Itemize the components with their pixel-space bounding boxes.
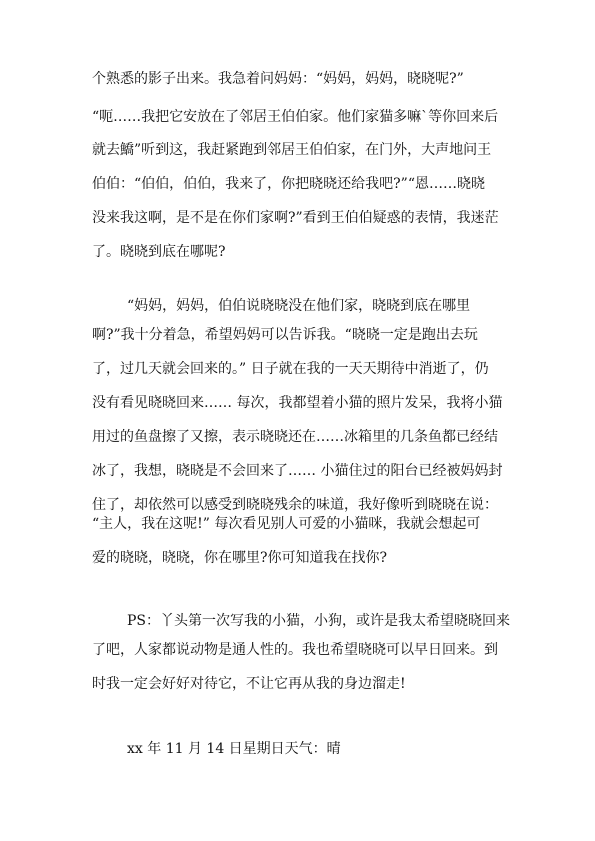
paragraph-3-line-1: PS：丫头第一次写我的小猫，小狗，或许是我太希望晓晓回来 xyxy=(127,613,511,629)
paragraph-2-line-7: 住了，却依然可以感受到晓晓残余的味道，我好像听到晓晓在说： xyxy=(92,497,498,513)
paragraph-3-line-2: 了吧，人家都说动物是通人性的。我也希望晓晓可以早日回来。到 xyxy=(92,642,498,658)
paragraph-2-line-9: 爱的晓晓，晓晓，你在哪里?你可知道我在找你? xyxy=(92,550,388,566)
paragraph-1-line-6: 了。晓晓到底在哪呢? xyxy=(92,244,226,260)
paragraph-1-line-4: 伯伯：“伯伯，伯伯，我来了，你把晓晓还给我吧?”“恩……晓晓 xyxy=(92,176,485,192)
paragraph-2-line-8: “主人，我在这呢!” 每次看见别人可爱的小猫咪，我就会想起可 xyxy=(92,516,481,532)
paragraph-2-line-3: 了，过几天就会回来的。” 日子就在我的一天天期待中消逝了，仍 xyxy=(92,361,489,377)
paragraph-1-line-2: “呃……我把它安放在了邻居王伯伯家。他们家猫多嘛`等你回来后 xyxy=(92,109,499,125)
diary-date-line: xx 年 11 月 14 日星期日天气：晴 xyxy=(127,741,341,757)
paragraph-2-line-5: 用过的鱼盘擦了又擦，表示晓晓还在……冰箱里的几条鱼都已经结 xyxy=(92,429,498,445)
paragraph-2-line-2: 啊?”我十分着急，希望妈妈可以告诉我。“晓晓一定是跑出去玩 xyxy=(92,327,478,343)
paragraph-3-line-3: 时我一定会好好对待它，不让它再从我的身边溜走! xyxy=(92,676,406,692)
paragraph-2-line-1: “妈妈，妈妈，伯伯说晓晓没在他们家，晓晓到底在哪里 xyxy=(127,298,471,314)
paragraph-1-line-1: 个熟悉的影子出来。我急着问妈妈：“妈妈，妈妈，晓晓呢?” xyxy=(92,71,464,87)
paragraph-1-line-5: 没来我这啊，是不是在你们家啊?”看到王伯伯疑惑的表情，我迷茫 xyxy=(92,210,499,226)
paragraph-2-line-4: 没有看见晓晓回来…… 每次，我都望着小猫的照片发呆，我将小猫 xyxy=(92,395,503,411)
paragraph-1-line-3: 就去鱎”听到这，我赶紧跑到邻居王伯伯家，在门外，大声地问王 xyxy=(92,142,492,158)
paragraph-2-line-6: 冰了，我想，晓晓是不会回来了…… 小猫住过的阳台已经被妈妈封 xyxy=(92,463,503,479)
